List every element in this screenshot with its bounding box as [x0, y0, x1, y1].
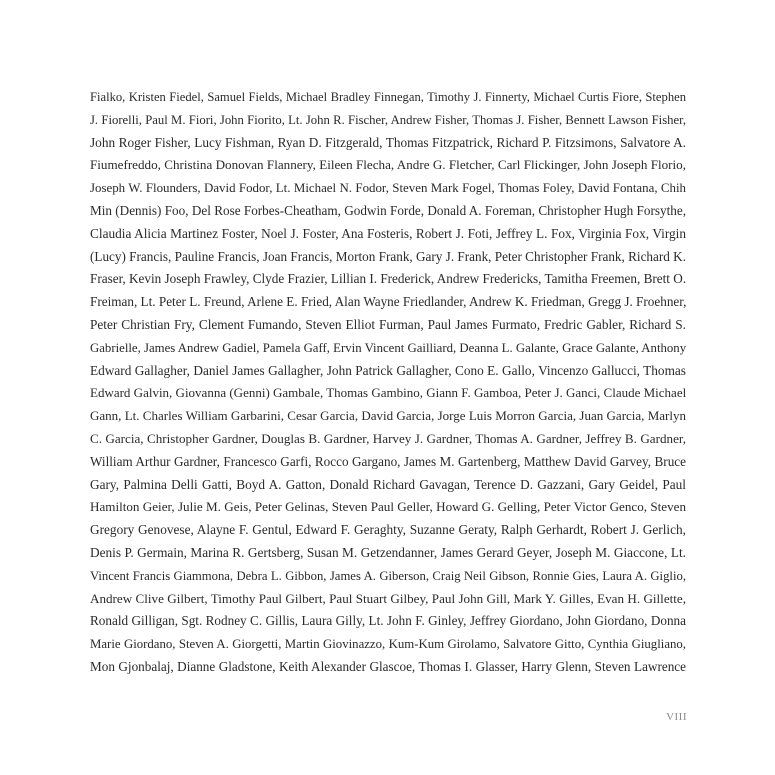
text-line: Hamilton Geier, Julie M. Geis, Peter Gelinas, Steven Paul Geller, Howard G. Gelling, Peter Victor Genco, Steven: [90, 499, 686, 515]
names-list-paragraph: [90, 86, 686, 679]
text-line: Fialko, Kristen Fiedel, Samuel Fields, Michael Bradley Finnegan, Timothy J. Finnerty, Michael Curtis Fiore, Stephen: [90, 90, 686, 104]
text-line: Claudia Alicia Martinez Foster, Noel J. Foster, Ana Fosteris, Robert J. Foti, Jeffrey L. Fox, Virginia Fox, Virgin: [90, 225, 686, 241]
text-line: Marie Giordano, Steven A. Giorgetti, Martin Giovinazzo, Kum-Kum Girolamo, Salvatore Gitto, Cynthia Giugliano,: [90, 637, 686, 652]
text-line: Gary, Palmina Delli Gatti, Boyd A. Gatton, Donald Richard Gavagan, Terence D. Gazzani, Gary Geidel, Paul: [90, 476, 686, 492]
text-line: Gabrielle, James Andrew Gadiel, Pamela Gaff, Ervin Vincent Gailliard, Deanna L. Galante, Grace Galante, Anthony: [90, 340, 687, 355]
text-line: Gregory Genovese, Alayne F. Gentul, Edward F. Geraghty, Suzanne Geraty, Ralph Gerhardt, Robert J. Gerlich,: [90, 522, 686, 538]
text-line: C. Garcia, Christopher Gardner, Douglas B. Gardner, Harvey J. Gardner, Thomas A. Gardner, Jeffrey B. Gardner,: [90, 430, 686, 446]
text-line: Gann, Lt. Charles William Garbarini, Cesar Garcia, David Garcia, Jorge Luis Morron Garcia, Juan Garcia, Marlyn: [90, 408, 686, 424]
text-line: Edward Gallagher, Daniel James Gallagher, John Patrick Gallagher, Cono E. Gallo, Vincenzo Gallucci, Thomas: [90, 362, 686, 378]
text-line: Mon Gjonbalaj, Dianne Gladstone, Keith Alexander Glascoe, Thomas I. Glasser, Harry Glenn, Steven Lawrence: [90, 658, 686, 674]
text-line: Vincent Francis Giammona, Debra L. Gibbon, James A. Giberson, Craig Neil Gibson, Ronnie Gies, Laura A. Giglio,: [90, 568, 686, 583]
text-line: Fiumefreddo, Christina Donovan Flannery, Eileen Flecha, Andre G. Fletcher, Carl Flickinger, John Joseph Florio,: [90, 157, 686, 173]
text-line: Peter Christian Fry, Clement Fumando, Steven Elliot Furman, Paul James Furmato, Fredric Gabler, Richard S.: [90, 316, 686, 332]
text-line: John Roger Fisher, Lucy Fishman, Ryan D. Fitzgerald, Thomas Fitzpatrick, Richard P. Fitzsimons, Salvatore A.: [90, 134, 686, 150]
text-line: William Arthur Gardner, Francesco Garfi, Rocco Gargano, James M. Gartenberg, Matthew David Garvey, Bruce: [90, 453, 686, 469]
text-line: Denis P. Germain, Marina R. Gertsberg, Susan M. Getzendanner, James Gerard Geyer, Joseph M. Giaccone, Lt.: [90, 544, 686, 560]
text-line: Ronald Gilligan, Sgt. Rodney C. Gillis, Laura Gilly, Lt. John F. Ginley, Jeffrey Giordano, John Giordano, Donna: [90, 613, 686, 629]
text-line: Min (Dennis) Foo, Del Rose Forbes-Cheatham, Godwin Forde, Donald A. Foreman, Christopher Hugh Forsythe,: [90, 202, 686, 218]
text-line: Edward Galvin, Giovanna (Genni) Gambale, Thomas Gambino, Giann F. Gamboa, Peter J. Ganci, Claude Michael: [90, 385, 687, 401]
text-line: (Lucy) Francis, Pauline Francis, Joan Francis, Morton Frank, Gary J. Frank, Peter Christopher Frank, Richard K.: [90, 248, 686, 264]
page-number: VIII: [666, 711, 687, 723]
text-line: Andrew Clive Gilbert, Timothy Paul Gilbert, Paul Stuart Gilbey, Paul John Gill, Mark Y. Gilles, Evan H. Gillette,: [90, 590, 686, 606]
text-line: Joseph W. Flounders, David Fodor, Lt. Michael N. Fodor, Steven Mark Fogel, Thomas Foley, David Fontana, Chih: [90, 181, 686, 196]
text-line: Freiman, Lt. Peter L. Freund, Arlene E. Fried, Alan Wayne Friedlander, Andrew K. Friedman, Gregg J. Froehner,: [90, 294, 687, 310]
text-line: J. Fiorelli, Paul M. Fiori, John Fiorito, Lt. John R. Fischer, Andrew Fisher, Thomas J. Fisher, Bennett Lawson Fisher,: [90, 112, 686, 127]
text-line: Fraser, Kevin Joseph Frawley, Clyde Frazier, Lillian I. Frederick, Andrew Fredericks, Tamitha Freemen, Brett O.: [90, 271, 687, 287]
